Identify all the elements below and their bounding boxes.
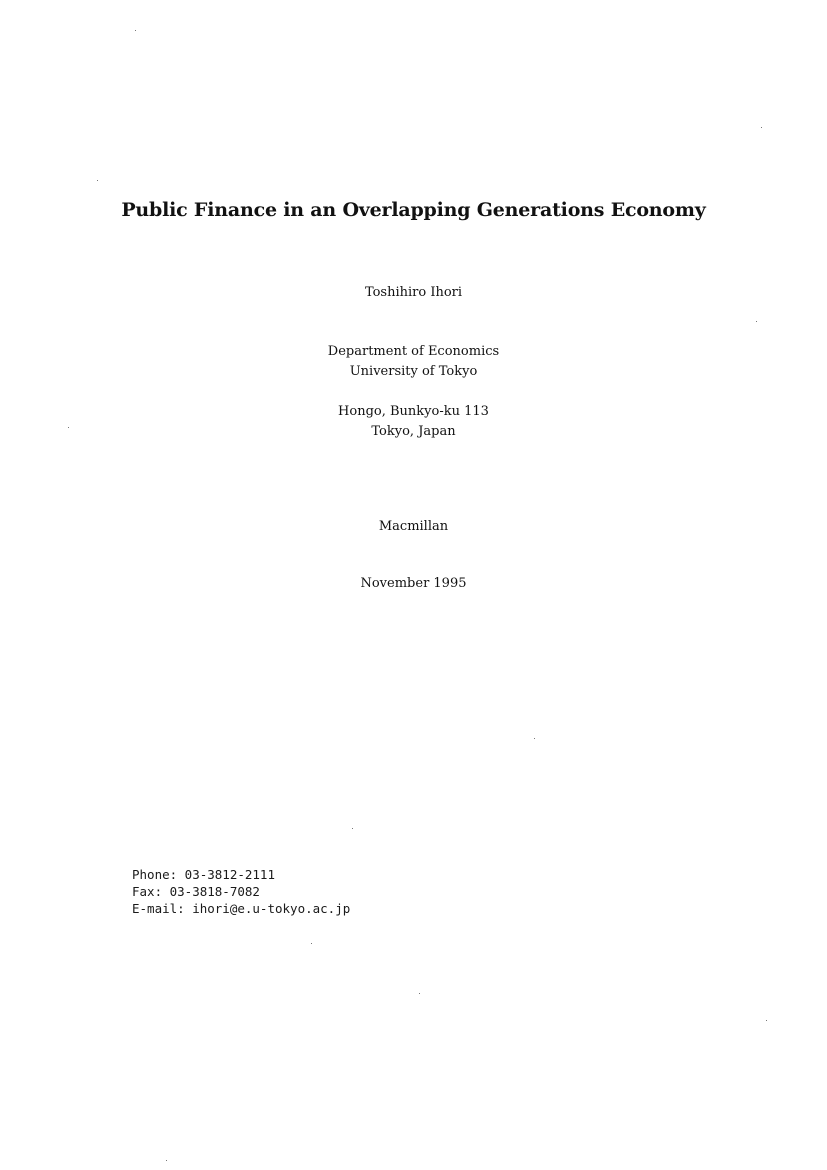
scan-speck: [68, 427, 69, 428]
scan-speck: [766, 1020, 767, 1021]
address-line-2: Tokyo, Japan: [371, 424, 456, 439]
scan-speck: [419, 993, 420, 994]
scan-speck: [135, 30, 136, 31]
scan-speck: [311, 943, 312, 944]
scan-speck: [534, 738, 535, 739]
author-name: Toshihiro Ihori: [364, 285, 463, 300]
phone-line: Phone: 03-3812-2111: [132, 867, 275, 882]
email-line: E-mail: ihori@e.u-tokyo.ac.jp: [132, 901, 351, 916]
scan-speck: [97, 180, 98, 181]
contact-block: [132, 866, 350, 917]
department-line: Department of Economics: [327, 344, 500, 359]
address-line-1: Hongo, Bunkyo-ku 113: [338, 404, 489, 419]
paper-title: Public Finance in an Overlapping Generations Economy: [121, 199, 706, 221]
scan-speck: [756, 321, 757, 322]
publisher: Macmillan: [378, 519, 449, 534]
publication-date: November 1995: [360, 576, 467, 591]
fax-line: Fax: 03-3818-7082: [132, 884, 260, 899]
scan-speck: [352, 828, 353, 829]
scan-speck: [761, 127, 762, 128]
university-line: University of Tokyo: [349, 364, 478, 379]
scan-speck: [166, 1160, 167, 1161]
